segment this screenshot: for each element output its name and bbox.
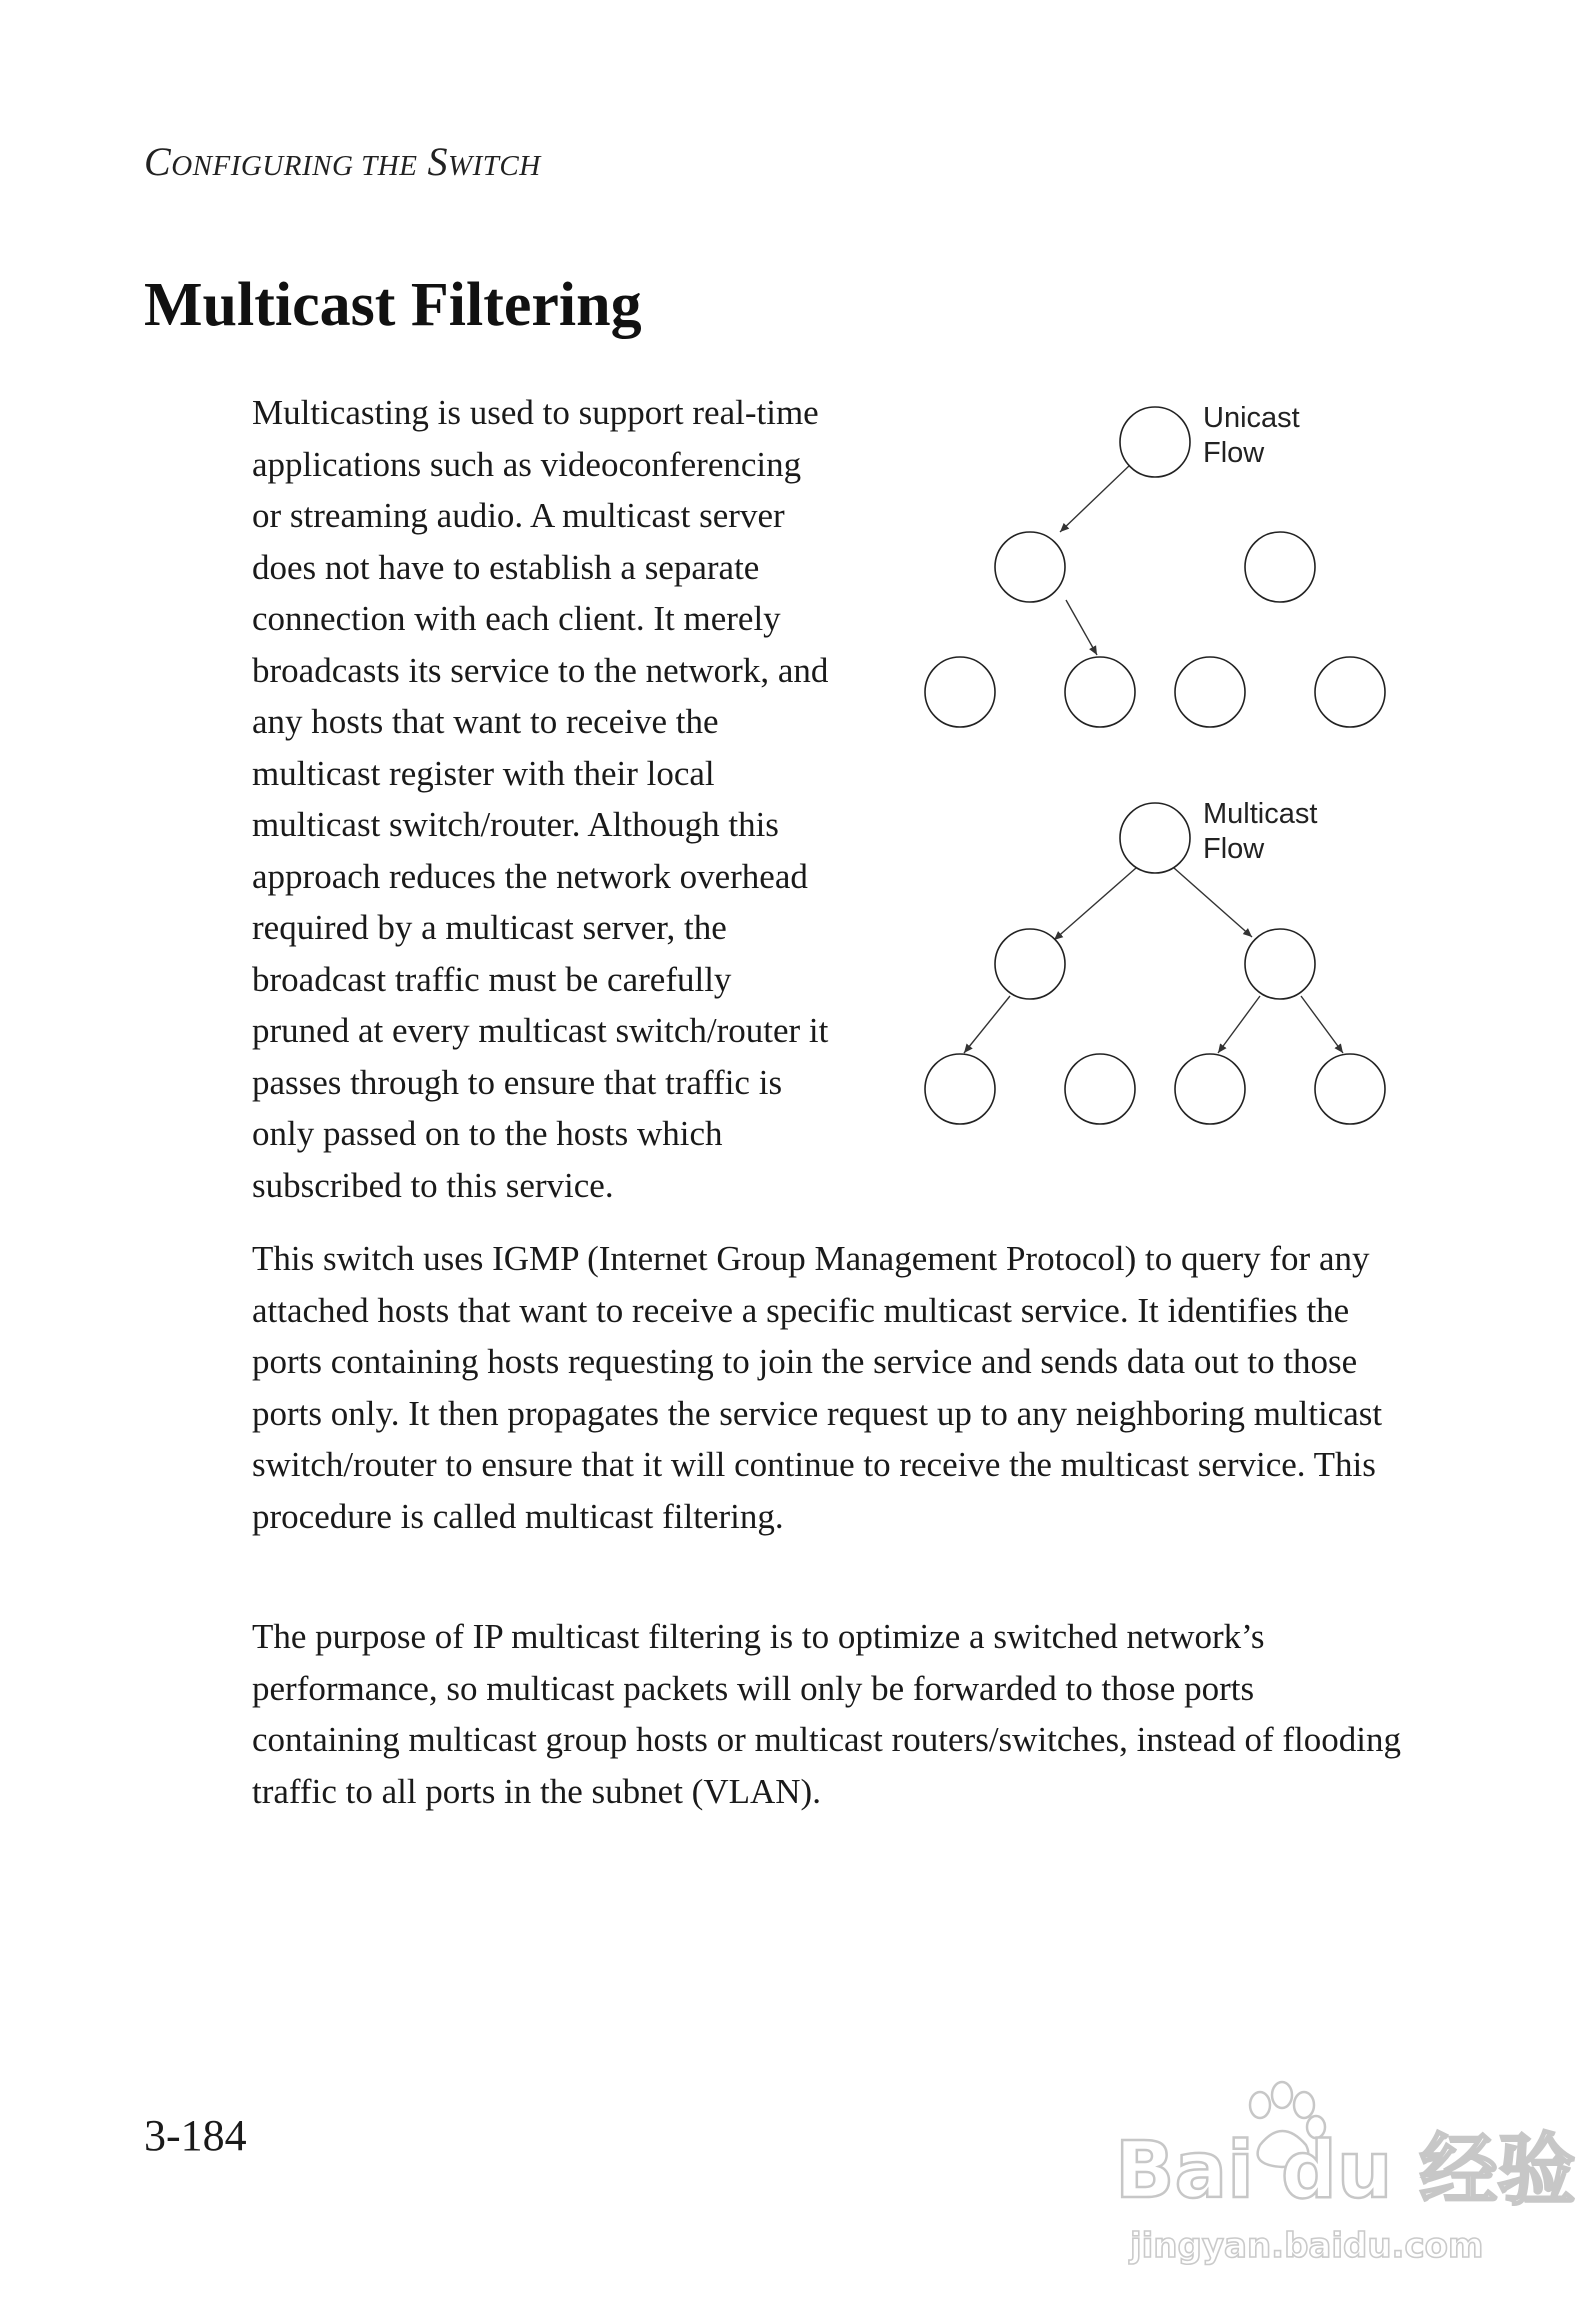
page-title: Multicast Filtering bbox=[144, 271, 642, 339]
unicast-root-node bbox=[1120, 407, 1190, 477]
unicast-multicast-diagram bbox=[900, 380, 1420, 1140]
multicast-switch-node bbox=[995, 929, 1065, 999]
unicast-edge-left-host bbox=[1066, 600, 1097, 655]
intro-line: broadcast traffic must be carefully bbox=[252, 959, 732, 999]
intro-line: only passed on to the hosts which bbox=[252, 1114, 723, 1153]
multicast-label-line1: Multicast bbox=[1203, 798, 1318, 830]
unicast-switch-node bbox=[1245, 532, 1315, 602]
multicast-edge-root-right bbox=[1174, 868, 1252, 937]
running-header-word-2: WITCH bbox=[447, 150, 541, 182]
running-header-initial-s: S bbox=[427, 139, 448, 184]
diagram-svg bbox=[900, 380, 1420, 1140]
intro-line: or streaming audio. A multicast server bbox=[252, 496, 785, 535]
watermark-logo bbox=[1110, 2075, 1576, 2275]
multicast-tree bbox=[925, 798, 1385, 1124]
page-number: 3-184 bbox=[144, 2111, 247, 2160]
multicast-edge-left-host bbox=[964, 996, 1010, 1053]
intro-line: approach reduces the network overhead bbox=[252, 856, 808, 896]
intro-line: subscribed to this service. bbox=[252, 1165, 614, 1205]
multicast-host-node bbox=[1175, 1054, 1245, 1124]
running-header-initial-c: C bbox=[144, 139, 172, 184]
paragraph-purpose: The purpose of IP multicast filtering is to optimize a switched network’s performance, so multicast packets will only be forwarded to those ports containing multicast group hosts or multicast routers/switches, instead of flooding traffic to all ports in the subnet (VLAN). bbox=[252, 1617, 1401, 1811]
multicast-edge-right-host1 bbox=[1218, 996, 1260, 1053]
running-header-word-1: ONFIGURING THE bbox=[171, 150, 418, 182]
intro-line: pruned at every multicast switch/router it bbox=[252, 1011, 829, 1050]
unicast-tree bbox=[925, 402, 1385, 727]
multicast-host-node bbox=[1315, 1054, 1385, 1124]
unicast-switch-node bbox=[995, 532, 1065, 602]
watermark-url: jingyan.baidu.com bbox=[1130, 2226, 1484, 2266]
intro-line: multicast switch/router. Although this bbox=[252, 805, 779, 844]
multicast-host-node bbox=[925, 1054, 995, 1124]
unicast-host-node bbox=[1315, 657, 1385, 727]
multicast-host-node bbox=[1065, 1054, 1135, 1124]
intro-line: applications such as videoconferencing bbox=[252, 444, 802, 484]
intro-line: passes through to ensure that traffic is bbox=[252, 1062, 783, 1102]
running-header bbox=[144, 138, 541, 185]
baidu-jingyan-watermark bbox=[1110, 2075, 1576, 2275]
multicast-edge-root-left bbox=[1054, 868, 1136, 940]
unicast-label-line1: Unicast bbox=[1203, 402, 1300, 434]
multicast-switch-node bbox=[1245, 929, 1315, 999]
multicast-edge-right-host2 bbox=[1301, 996, 1343, 1053]
unicast-label-line2: Flow bbox=[1203, 437, 1265, 469]
paragraph-igmp: This switch uses IGMP (Internet Group Management Protocol) to query for any attached hosts that want to receive a specific multicast service. It identifies the ports containing hosts requesting to join the service and sends data out to those ports only. It then propagates the service request up to any neighboring multicast switch/router to ensure that it will continue to receive the multicast service. This procedure is called multicast filtering. bbox=[252, 1239, 1383, 1536]
multicast-label-line2: Flow bbox=[1203, 833, 1265, 865]
unicast-host-node bbox=[925, 657, 995, 727]
watermark-logo-text: Bai du 经验 bbox=[1115, 2126, 1576, 2216]
intro-line: does not have to establish a separate bbox=[252, 547, 760, 587]
intro-line: required by a multicast server, the bbox=[252, 908, 727, 947]
multicast-root-node bbox=[1120, 803, 1190, 873]
unicast-host-node bbox=[1175, 657, 1245, 727]
intro-paragraph bbox=[252, 387, 892, 1211]
intro-line: multicast register with their local bbox=[252, 753, 715, 793]
intro-line: connection with each client. It merely bbox=[252, 599, 781, 638]
intro-line: any hosts that want to receive the bbox=[252, 702, 719, 741]
intro-line: Multicasting is used to support real-time bbox=[252, 393, 819, 432]
unicast-host-node bbox=[1065, 657, 1135, 727]
intro-line: broadcasts its service to the network, and bbox=[252, 650, 829, 690]
